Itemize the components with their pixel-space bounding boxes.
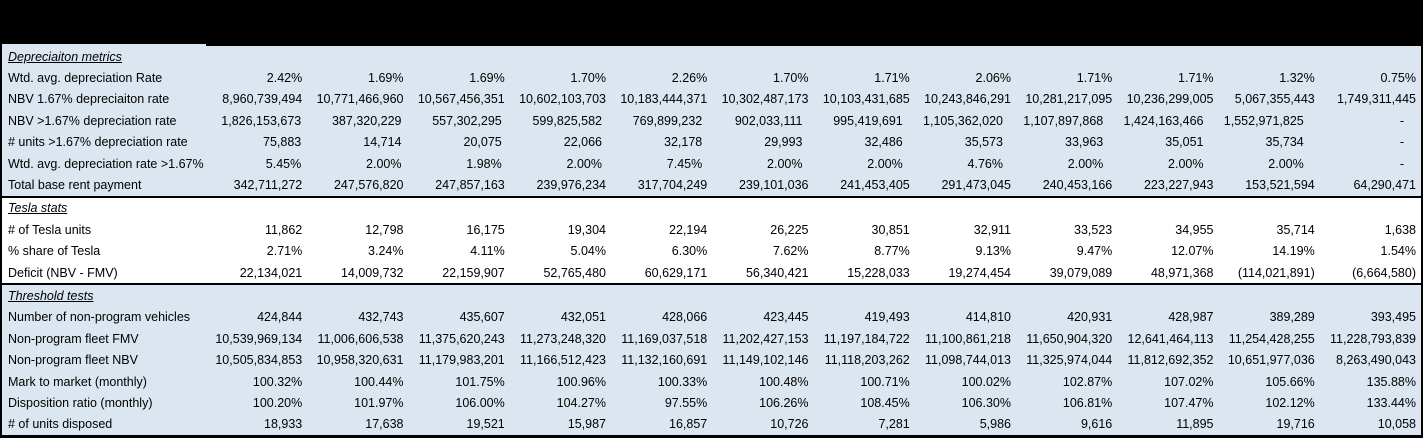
cell-value[interactable]: 102.87% [1062,374,1113,389]
cell-value[interactable]: 20,075 [463,135,502,150]
cell-value[interactable]: 22,066 [563,135,602,150]
cell-value[interactable]: 428,066 [662,310,708,325]
table-row [2,132,1421,153]
table-row [2,241,1421,262]
cell-value[interactable]: 106.81% [1062,395,1113,410]
cell-value[interactable]: 9.13% [975,244,1011,259]
header-notch [2,44,206,46]
cell-value[interactable]: 11,375,620,243 [418,331,505,346]
cell-value[interactable]: 1,638 [1384,222,1416,237]
cell-value[interactable]: 1,826,153,673 [221,113,302,128]
cell-value[interactable]: - [1399,156,1404,171]
row-label[interactable]: % share of Tesla [8,244,101,259]
cell-value[interactable]: 11,273,248,320 [520,331,606,346]
cell-value[interactable]: 12,798 [365,222,404,237]
cell-value[interactable]: 56,340,421 [745,265,809,280]
cell-value[interactable]: 10,602,103,703 [519,92,606,107]
row-label[interactable]: Wtd. avg. depreciation rate >1.67% [8,156,204,171]
cell-value[interactable]: 247,576,820 [333,178,404,193]
row-label[interactable]: Deficit (NBV - FMV) [8,265,118,280]
cell-value[interactable]: 428,987 [1168,310,1214,325]
cell-value[interactable]: 239,101,036 [738,178,809,193]
row-label[interactable]: Wtd. avg. depreciation Rate [8,71,163,86]
table-row [2,328,1421,349]
cell-value[interactable]: 247,857,163 [435,178,505,193]
cell-value[interactable]: 22,134,021 [239,265,303,280]
cell-value[interactable]: 1.71% [874,71,910,86]
table-row [2,219,1421,240]
cell-value[interactable]: 317,704,249 [637,178,708,193]
cell-value[interactable]: 423,445 [763,310,809,325]
table-row [2,174,1421,195]
table-row [2,307,1421,328]
cell-value[interactable]: 4.11% [470,244,505,259]
cell-value[interactable]: 1.54% [1380,244,1416,259]
cell-value[interactable]: 100.20% [252,395,303,410]
cell-value[interactable]: 17,638 [365,417,404,432]
cell-value[interactable]: 15,987 [567,417,606,432]
cell-value[interactable]: 11,812,692,352 [1127,353,1214,368]
cell-value[interactable]: 8.77% [874,244,910,259]
cell-value[interactable]: 435,607 [459,310,505,325]
cell-value[interactable]: 64,290,471 [1353,178,1416,193]
cell-value[interactable]: 35,573 [964,135,1003,150]
cell-value[interactable]: 30,851 [871,222,910,237]
cell-value[interactable]: 100.33% [657,374,708,389]
row-label[interactable]: Disposition ratio (monthly) [8,395,153,410]
cell-value[interactable]: 769,899,232 [632,113,703,128]
cell-value[interactable]: 420,931 [1067,310,1113,325]
cell-value[interactable]: 1.70% [570,71,606,86]
cell-value[interactable]: 107.02% [1164,374,1214,389]
cell-value[interactable]: 100.48% [759,374,809,389]
cell-value[interactable]: (114,021,891) [1237,265,1315,280]
cell-value[interactable]: 10,281,217,095 [1025,92,1113,107]
cell-value[interactable]: 48,971,368 [1150,265,1214,280]
row-label[interactable]: # of units disposed [8,417,113,432]
cell-value[interactable]: 34,955 [1175,222,1214,237]
cell-value[interactable]: 11,254,428,255 [1228,331,1315,346]
cell-value[interactable]: 0.75% [1380,71,1416,86]
cell-value[interactable]: 12.07% [1171,244,1214,259]
cell-value[interactable]: 35,734 [1265,135,1304,150]
cell-value[interactable]: 5.45% [265,156,302,171]
cell-value[interactable]: (6,664,580) [1352,265,1416,280]
cell-value[interactable]: 32,178 [664,135,703,150]
row-label[interactable]: Number of non-program vehicles [8,310,191,325]
row-label[interactable]: NBV >1.67% depreciation rate [8,113,177,128]
redacted-title-band [2,0,1421,46]
cell-value[interactable]: 10,567,456,351 [417,92,505,107]
cell-value[interactable]: 22,159,907 [442,265,505,280]
cell-value[interactable]: 33,523 [1074,222,1113,237]
cell-value[interactable]: 1.69% [368,71,404,86]
cell-value[interactable]: 11,325,974,044 [1026,353,1113,368]
cell-value[interactable]: 106.00% [455,395,505,410]
cell-value[interactable]: 14.19% [1272,244,1315,259]
cell-value[interactable]: 11,006,606,538 [317,331,404,346]
cell-value[interactable]: 223,227,943 [1143,178,1214,193]
cell-value[interactable]: 11,118,203,262 [824,353,910,368]
cell-value[interactable]: 14,009,732 [340,265,404,280]
cell-value[interactable]: 8,960,739,494 [222,92,303,107]
cell-value[interactable]: 32,486 [864,135,903,150]
cell-value[interactable]: 100.96% [556,374,606,389]
cell-value[interactable]: 5,067,355,443 [1234,92,1315,107]
cell-value[interactable]: 240,453,166 [1042,178,1113,193]
cell-value[interactable]: 11,862 [264,222,303,237]
cell-value[interactable]: 12,641,464,113 [1127,331,1214,346]
cell-value[interactable]: 414,810 [965,310,1011,325]
cell-value[interactable]: 32,911 [973,222,1011,237]
cell-value[interactable]: 26,225 [770,222,809,237]
cell-value[interactable]: 10,183,444,371 [620,92,708,107]
cell-value[interactable]: 2.71% [266,244,303,259]
cell-value[interactable]: 2.00% [767,156,803,171]
cell-value[interactable]: 2.00% [1168,156,1204,171]
cell-value[interactable]: 239,976,234 [536,178,606,193]
cell-value[interactable]: 100.44% [354,374,404,389]
cell-value[interactable]: 1.71% [1178,71,1214,86]
cell-value[interactable]: 102.12% [1265,395,1315,410]
table-row [2,89,1421,110]
cell-value[interactable]: 7.62% [773,244,809,259]
cell-value[interactable]: 2.00% [1268,156,1304,171]
row-label[interactable]: Total base rent payment [8,178,142,193]
cell-value[interactable]: 1,552,971,825 [1223,113,1304,128]
cell-value[interactable]: 1,107,897,868 [1023,113,1104,128]
table-body [2,46,1421,435]
cell-value[interactable]: 291,473,045 [941,178,1011,193]
cell-value[interactable]: 52,765,480 [543,265,606,280]
cell-value[interactable]: 11,132,160,691 [621,353,708,368]
cell-value[interactable]: 10,958,320,631 [316,353,404,368]
table-row [2,371,1421,392]
cell-value[interactable]: 19,274,454 [948,265,1011,280]
cell-value[interactable]: 33,963 [1065,135,1104,150]
cell-value[interactable]: 557,302,295 [432,113,502,128]
cell-value[interactable]: 11,149,102,146 [722,353,809,368]
cell-value[interactable]: 10,243,846,291 [924,92,1011,107]
row-label[interactable]: NBV 1.67% depreciaiton rate [8,92,170,107]
cell-value[interactable]: 108.45% [860,395,910,410]
section-header-row [2,196,1421,219]
cell-value[interactable]: 107.47% [1164,395,1214,410]
cell-value[interactable]: 2.00% [867,156,903,171]
table-row [2,414,1421,435]
row-label[interactable]: # of Tesla units [8,222,92,237]
section-title[interactable]: Threshold tests [8,288,94,303]
cell-value[interactable]: 432,051 [560,310,606,325]
cell-value[interactable]: 10,771,466,960 [316,92,404,107]
cell-value[interactable]: 393,495 [1370,310,1416,325]
cell-value[interactable]: 10,651,977,036 [1227,353,1315,368]
cell-value[interactable]: 16,857 [669,417,708,432]
section-title[interactable]: Tesla stats [8,201,68,216]
cell-value[interactable]: 18,933 [264,417,303,432]
cell-value[interactable]: 10,726 [770,417,809,432]
cell-value[interactable]: 6.30% [671,244,708,259]
table-row [2,110,1421,131]
section-header-row [2,46,1421,67]
cell-value[interactable]: 1.69% [469,71,505,86]
cell-value[interactable]: 902,033,111 [734,113,803,128]
cell-value[interactable]: 97.55% [664,395,708,410]
cell-value[interactable]: 11,100,861,218 [925,331,1011,346]
cell-value[interactable]: 342,711,272 [233,178,303,193]
cell-value[interactable]: 10,058 [1377,417,1416,432]
cell-value[interactable]: 1,424,163,466 [1123,113,1204,128]
cell-value[interactable]: 11,166,512,423 [520,353,606,368]
cell-value[interactable]: 5.04% [570,244,606,259]
cell-value[interactable]: 105.66% [1265,374,1315,389]
cell-value[interactable]: 1,105,362,020 [923,113,1003,128]
table-row [2,349,1421,370]
cell-value[interactable]: 2.00% [1067,156,1104,171]
cell-value[interactable]: 10,103,431,685 [822,92,910,107]
table-row [2,153,1421,174]
cell-value[interactable]: 2.26% [671,71,708,86]
cell-value[interactable]: 153,521,594 [1245,178,1315,193]
cell-value[interactable]: 133.44% [1366,395,1416,410]
row-label[interactable]: Mark to market (monthly) [8,374,147,389]
section-header-row [2,283,1421,306]
cell-value[interactable]: 7,281 [878,417,910,432]
cell-value[interactable]: 16,175 [466,222,505,237]
cell-value[interactable]: 19,304 [567,222,606,237]
cell-value[interactable]: 106.30% [961,395,1011,410]
cell-value[interactable]: 599,825,582 [532,113,602,128]
cell-value[interactable]: 4.76% [967,156,1003,171]
cell-value[interactable]: 75,883 [263,135,302,150]
cell-value[interactable]: 101.97% [354,395,404,410]
cell-value[interactable]: 15,228,033 [847,265,910,280]
cell-value[interactable]: 11,179,983,201 [418,353,505,368]
cell-value[interactable]: 1.70% [773,71,809,86]
cell-value[interactable]: 39,079,089 [1049,265,1113,280]
cell-value[interactable]: 10,539,969,134 [215,331,303,346]
cell-value[interactable]: 22,194 [669,222,708,237]
cell-value[interactable]: 11,228,793,839 [1330,331,1416,346]
cell-value[interactable]: 9,616 [1080,417,1113,432]
table-row [2,262,1421,283]
cell-value[interactable]: - [1399,113,1404,128]
cell-value[interactable]: 11,098,744,013 [925,353,1011,368]
cell-value[interactable]: 29,993 [764,135,803,150]
cell-value[interactable]: 35,051 [1165,135,1204,150]
cell-value[interactable]: 104.27% [556,395,606,410]
cell-value[interactable]: 100.02% [961,374,1011,389]
cell-value[interactable]: 5,986 [979,417,1011,432]
section-title[interactable]: Depreciaiton metrics [8,49,122,64]
cell-value[interactable]: 10,236,299,005 [1126,92,1214,107]
cell-value[interactable]: 100.32% [252,374,303,389]
cell-value[interactable]: 10,505,834,853 [215,353,303,368]
table-row [2,392,1421,413]
cell-value[interactable]: 1.71% [1076,71,1113,86]
cell-value[interactable]: 101.75% [455,374,505,389]
cell-value[interactable]: 60,629,171 [644,265,708,280]
cell-value[interactable]: 2.00% [366,156,402,171]
cell-value[interactable]: - [1399,135,1404,150]
cell-value[interactable]: 424,844 [257,310,303,325]
row-label[interactable]: Non-program fleet NBV [8,353,138,368]
cell-value[interactable]: 1,749,311,445 [1336,92,1416,107]
cell-value[interactable]: 8,263,490,043 [1336,353,1416,368]
cell-value[interactable]: 135.88% [1366,374,1416,389]
cell-value[interactable]: 387,320,229 [331,113,402,128]
cell-value[interactable]: 419,493 [864,310,910,325]
cell-value[interactable]: 14,714 [363,135,402,150]
cell-value[interactable]: 432,743 [358,310,404,325]
cell-value[interactable]: 7.45% [666,156,703,171]
row-label[interactable]: # units >1.67% depreciation rate [8,135,188,150]
cell-value[interactable]: 11,650,904,320 [1026,331,1113,346]
cell-value[interactable]: 11,197,184,722 [823,331,910,346]
cell-value[interactable]: 35,714 [1276,222,1315,237]
cell-value[interactable]: 11,202,427,153 [722,331,809,346]
cell-value[interactable]: 1.32% [1279,71,1315,86]
cell-value[interactable]: 106.26% [759,395,809,410]
table-row [2,67,1421,88]
cell-value[interactable]: 9.47% [1076,244,1113,259]
cell-value[interactable]: 2.06% [975,71,1011,86]
cell-value[interactable]: 100.71% [860,374,910,389]
cell-value[interactable]: 1.98% [466,156,502,171]
cell-value[interactable]: 19,716 [1276,417,1315,432]
row-label[interactable]: Non-program fleet FMV [8,331,139,346]
cell-value[interactable]: 11,895 [1176,417,1214,432]
cell-value[interactable]: 11,169,037,518 [621,331,708,346]
cell-value[interactable]: 995,419,691 [833,113,903,128]
cell-value[interactable]: 2.42% [266,71,303,86]
cell-value[interactable]: 389,289 [1269,310,1315,325]
cell-value[interactable]: 10,302,487,173 [721,92,809,107]
cell-value[interactable]: 2.00% [566,156,602,171]
cell-value[interactable]: 241,453,405 [840,178,910,193]
cell-value[interactable]: 3.24% [368,244,404,259]
cell-value[interactable]: 19,521 [466,417,505,432]
